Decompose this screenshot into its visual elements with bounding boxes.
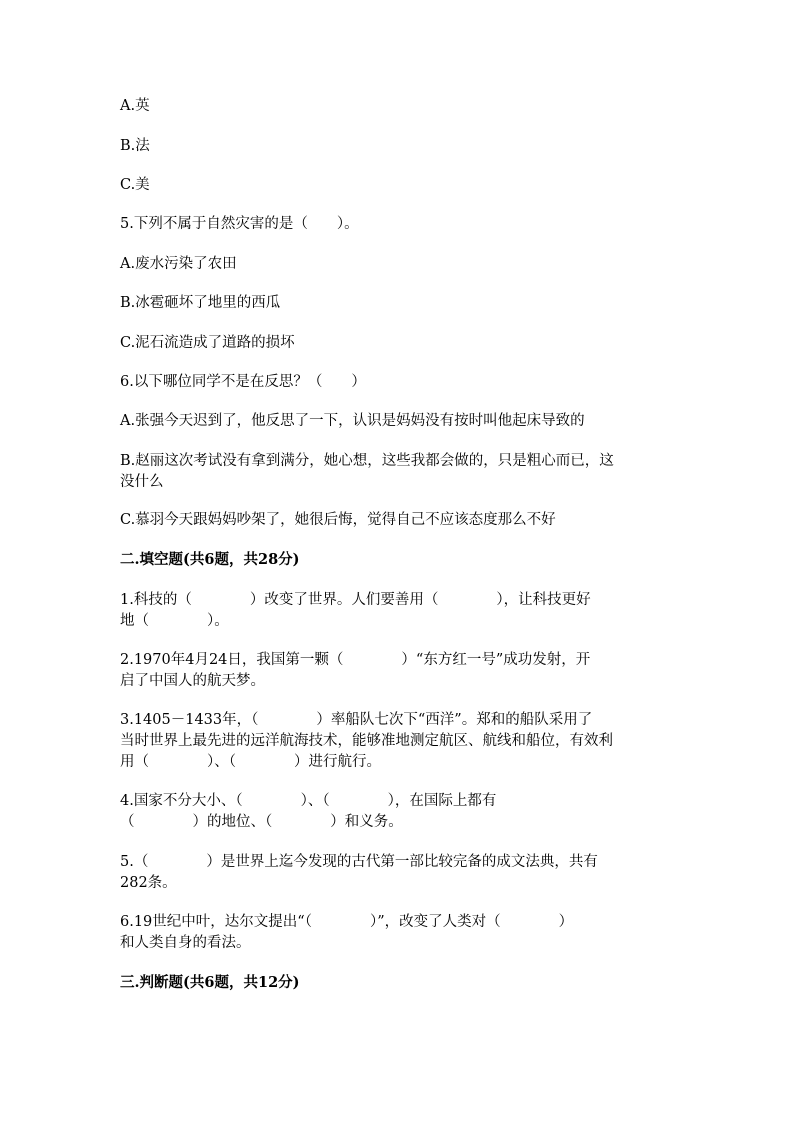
q5-option-c: C.泥石流造成了道路的损坏 (120, 335, 295, 351)
fill-q6-line1: 6.19世纪中叶，达尔文提出“（ ）”，改变了人类对（ ） (120, 914, 574, 930)
fill-q2-line1: 2.1970年4月24日，我国第一颗（ ）“东方红一号”成功发射，开 (120, 652, 591, 668)
fill-q2-line2: 启了中国人的航天梦。 (120, 673, 265, 689)
q4-option-a: A.英 (120, 98, 150, 114)
q5-option-b: B.冰雹砸坏了地里的西瓜 (120, 295, 281, 311)
fill-q5-line1: 5.（ ）是世界上迄今发现的古代第一部比较完备的成文法典，共有 (120, 854, 598, 870)
q4-option-b: B.法 (120, 138, 150, 154)
fill-q1-line1: 1.科技的（ ）改变了世界。人们要善用（ ），让科技更好 (120, 592, 591, 608)
q5-option-a: A.废水污染了农田 (120, 256, 237, 272)
q6-stem: 6.以下哪位同学不是在反思？（ ） (120, 374, 366, 390)
fill-q4-line2: （ ）的地位、（ ）和义务。 (120, 814, 403, 830)
q6-option-b-line2: 没什么 (120, 474, 164, 490)
fill-q3-line2: 当时世界上最先进的远洋航海技术，能够准地测定航区、航线和船位，有效利 (120, 733, 613, 749)
fill-q1-line2: 地（ ）。 (120, 613, 229, 629)
fill-q6-line2: 和人类自身的看法。 (120, 935, 251, 951)
fill-q4-line1: 4.国家不分大小、（ ）、（ ），在国际上都有 (120, 793, 497, 809)
fill-q5-line2: 282条。 (120, 875, 177, 891)
q6-option-a: A.张强今天迟到了，他反思了一下，认识是妈妈没有按时叫他起床导致的 (120, 413, 585, 429)
q6-option-b-line1: B.赵丽这次考试没有拿到满分，她心想，这些我都会做的，只是粗心而已，这 (120, 453, 614, 469)
section2-heading: 二.填空题(共6题，共28分) (120, 551, 300, 568)
section3-heading: 三.判断题(共6题，共12分) (120, 974, 300, 991)
q5-stem: 5.下列不属于自然灾害的是（ ）。 (120, 216, 359, 232)
q4-option-c: C.美 (120, 177, 150, 193)
fill-q3-line1: 3.1405－1433年，（ ）率船队七次下“西洋”。郑和的船队采用了 (120, 712, 593, 728)
fill-q3-line3: 用（ ）、（ ）进行航行。 (120, 754, 381, 770)
q6-option-c: C.慕羽今天跟妈妈吵架了，她很后悔，觉得自己不应该态度那么不好 (120, 512, 556, 528)
